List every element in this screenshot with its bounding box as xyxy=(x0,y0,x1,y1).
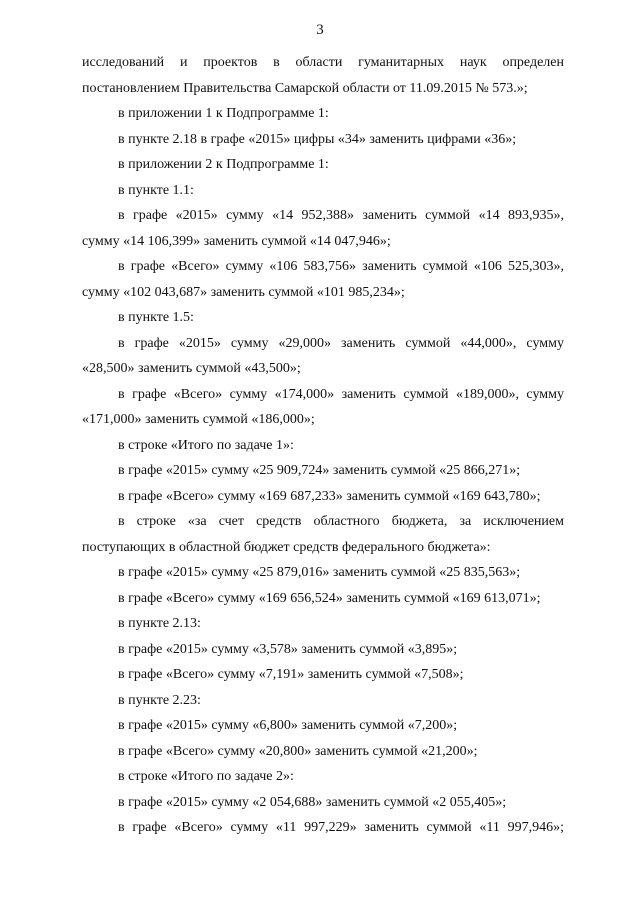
text-line: в графе «2015» сумму «2 054,688» заменить суммой «2 055,405»; xyxy=(118,794,507,810)
page-number: 3 xyxy=(316,22,324,38)
text-line: в пункте 2.23: xyxy=(118,692,201,708)
text-line: в графе «Всего» сумму «106 583,756» заменить суммой «106 525,303», xyxy=(118,259,564,274)
text-line: «171,000» заменить суммой «186,000»; xyxy=(82,412,315,427)
text-line: в графе «Всего» сумму «169 687,233» заменить суммой «169 643,780»; xyxy=(118,488,541,504)
text-line: в графе «Всего» сумму «174,000» заменить суммой «189,000», сумму xyxy=(118,386,564,402)
text-line: в строке «Итого по задаче 2»: xyxy=(118,769,294,784)
text-line: сумму «102 043,687» заменить суммой «101 985,234»; xyxy=(82,284,405,300)
text-line: в графе «Всего» сумму «7,191» заменить суммой «7,508»; xyxy=(118,667,464,682)
text-line: в пункте 2.18 в графе «2015» цифры «34» заменить цифрами «36»; xyxy=(118,131,517,147)
text-line: в графе «Всего» сумму «169 656,524» заменить суммой «169 613,071»; xyxy=(118,590,541,606)
text-line: в пункте 1.1: xyxy=(118,182,194,198)
text-line: в графе «2015» сумму «6,800» заменить суммой «7,200»; xyxy=(118,718,458,733)
text-line: в строке «за счет средств областного бюджета, за исключением xyxy=(118,514,564,529)
text-line: поступающих в областной бюджет средств федерального бюджета»: xyxy=(82,539,491,555)
text-line: в графе «Всего» сумму «20,800» заменить суммой «21,200»; xyxy=(118,743,478,759)
text-line: в пункте 2.13: xyxy=(118,616,201,631)
text-line: «28,500» заменить суммой «43,500»; xyxy=(82,361,301,376)
text-line: в пункте 1.5: xyxy=(118,310,194,325)
document-body xyxy=(82,50,564,841)
text-line: сумму «14 106,399» заменить суммой «14 047,946»; xyxy=(82,233,391,249)
text-line: в графе «Всего» сумму «11 997,229» заменить суммой «11 997,946»; xyxy=(118,820,564,835)
text-line: в строке «Итого по задаче 1»: xyxy=(118,437,294,453)
text-line: в графе «2015» сумму «14 952,388» заменить суммой «14 893,935», xyxy=(118,208,564,223)
text-line: в графе «2015» сумму «25 909,724» заменить суммой «25 866,271»; xyxy=(118,463,521,478)
text-line: исследований и проектов в области гуманитарных наук определен xyxy=(82,55,564,70)
text-line: в приложении 1 к Подпрограмме 1: xyxy=(118,106,329,121)
text-line: в графе «2015» сумму «25 879,016» заменить суммой «25 835,563»; xyxy=(118,565,521,580)
text-line: в приложении 2 к Подпрограмме 1: xyxy=(118,157,329,172)
text-line: в графе «2015» сумму «29,000» заменить суммой «44,000», сумму xyxy=(118,335,564,351)
text-line: постановлением Правительства Самарской области от 11.09.2015 № 573.»; xyxy=(82,80,528,96)
text-line: в графе «2015» сумму «3,578» заменить суммой «3,895»; xyxy=(118,641,458,657)
